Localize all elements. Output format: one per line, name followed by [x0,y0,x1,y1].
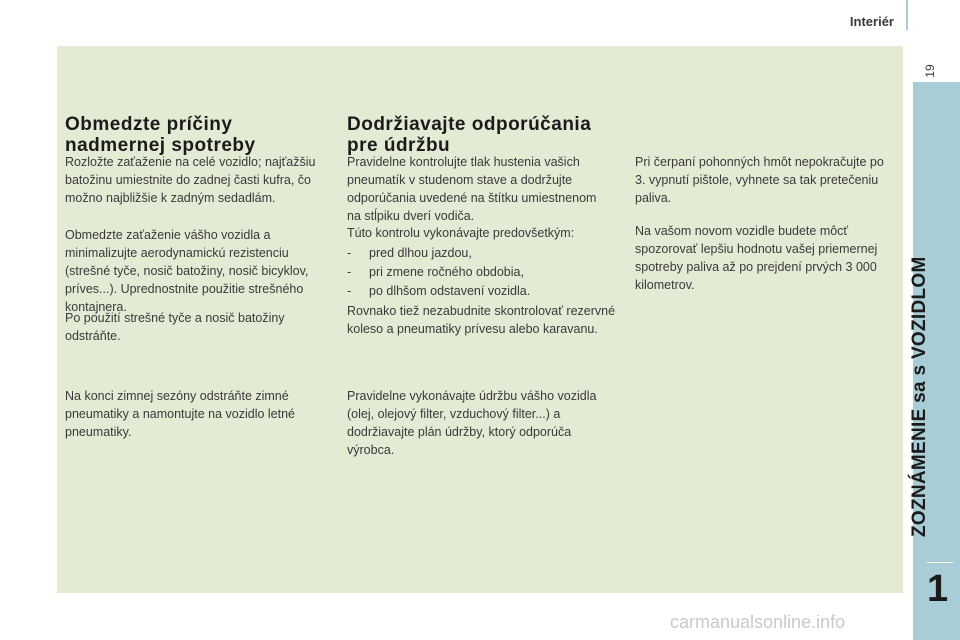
paragraph: Na konci zimnej sezóny odstráňte zimné pneumatiky a namontujte na vozidlo letné pneumatiky. [65,389,296,439]
content-panel [57,46,903,593]
list-item [347,282,530,300]
bullet-dash: - [347,246,352,260]
heading-line: nadmernej spotreby [65,135,256,156]
page-number: 19 [923,64,937,78]
paragraph: Obmedzte zaťaženie vášho vozidla a minimalizujte aerodynamickú rezistenciu (strešné tyče, nosič batožiny, nosič bicyklov, príves...). Uprednostnite použitie strešného kontajnera. [65,228,309,314]
bullet-dash: - [347,284,352,298]
list-item-text: po dlhšom odstavení vozidla. [369,284,531,298]
list-item [347,263,524,281]
heading-line: Dodržiavajte odporúčania [347,114,592,135]
paragraph: Rovnako tiež nezabudnite skontrolovať rezervné koleso a pneumatiky prívesu alebo karavanu. [347,304,616,336]
paragraph: Pri čerpaní pohonných hmôt nepokračujte po 3. vypnutí pištole, vyhnete sa tak pretečeniu paliva. [635,155,884,205]
chapter-title: ZOZNÁMENIE sa s VOZIDLOM [909,256,930,537]
section-title: Interiér [849,14,894,29]
heading-maintenance [347,114,591,156]
list-item-text: pri zmene ročného obdobia, [369,265,524,279]
heading-consumption [65,114,256,156]
list-item [347,244,472,262]
watermark: carmanualsonline.info [670,612,846,632]
heading-line: pre údržbu [347,135,451,156]
paragraph: Po použití strešné tyče a nosič batožiny odstráňte. [65,311,285,343]
sidebar-divider [927,562,953,563]
paragraph: Rozložte zaťaženie na celé vozidlo; najťažšiu batožinu umiestnite do zadnej časti kufra, čo možno najbližšie k zadným sedadlám. [65,155,316,205]
paragraph: Pravidelne vykonávajte údržbu vášho vozidla (olej, olejový filter, vzduchový filter...) a dodržiavajte plán údržby, ktorý odporúča výrobca. [347,389,597,457]
paragraph: Na vašom novom vozidle budete môcť spozorovať lepšiu hodnotu vašej priemernej spotreby paliva až po prejdení prvých 3 000 kilometrov. [635,224,878,292]
chapter-number: 1 [927,568,949,610]
list-item-text: pred dlhou jazdou, [369,246,472,260]
chapter-sidebar [909,82,960,640]
paragraph: Túto kontrolu vykonávajte predovšetkým: [347,226,575,240]
bullet-dash: - [347,265,352,279]
heading-line: Obmedzte príčiny [65,114,233,135]
paragraph: Pravidelne kontrolujte tlak hustenia vašich pneumatík v studenom stave a dodržujte odporúčania uvedené na štítku umiestnenom na stĺpiku dverí vodiča. [347,155,597,223]
header-rule [906,0,908,30]
